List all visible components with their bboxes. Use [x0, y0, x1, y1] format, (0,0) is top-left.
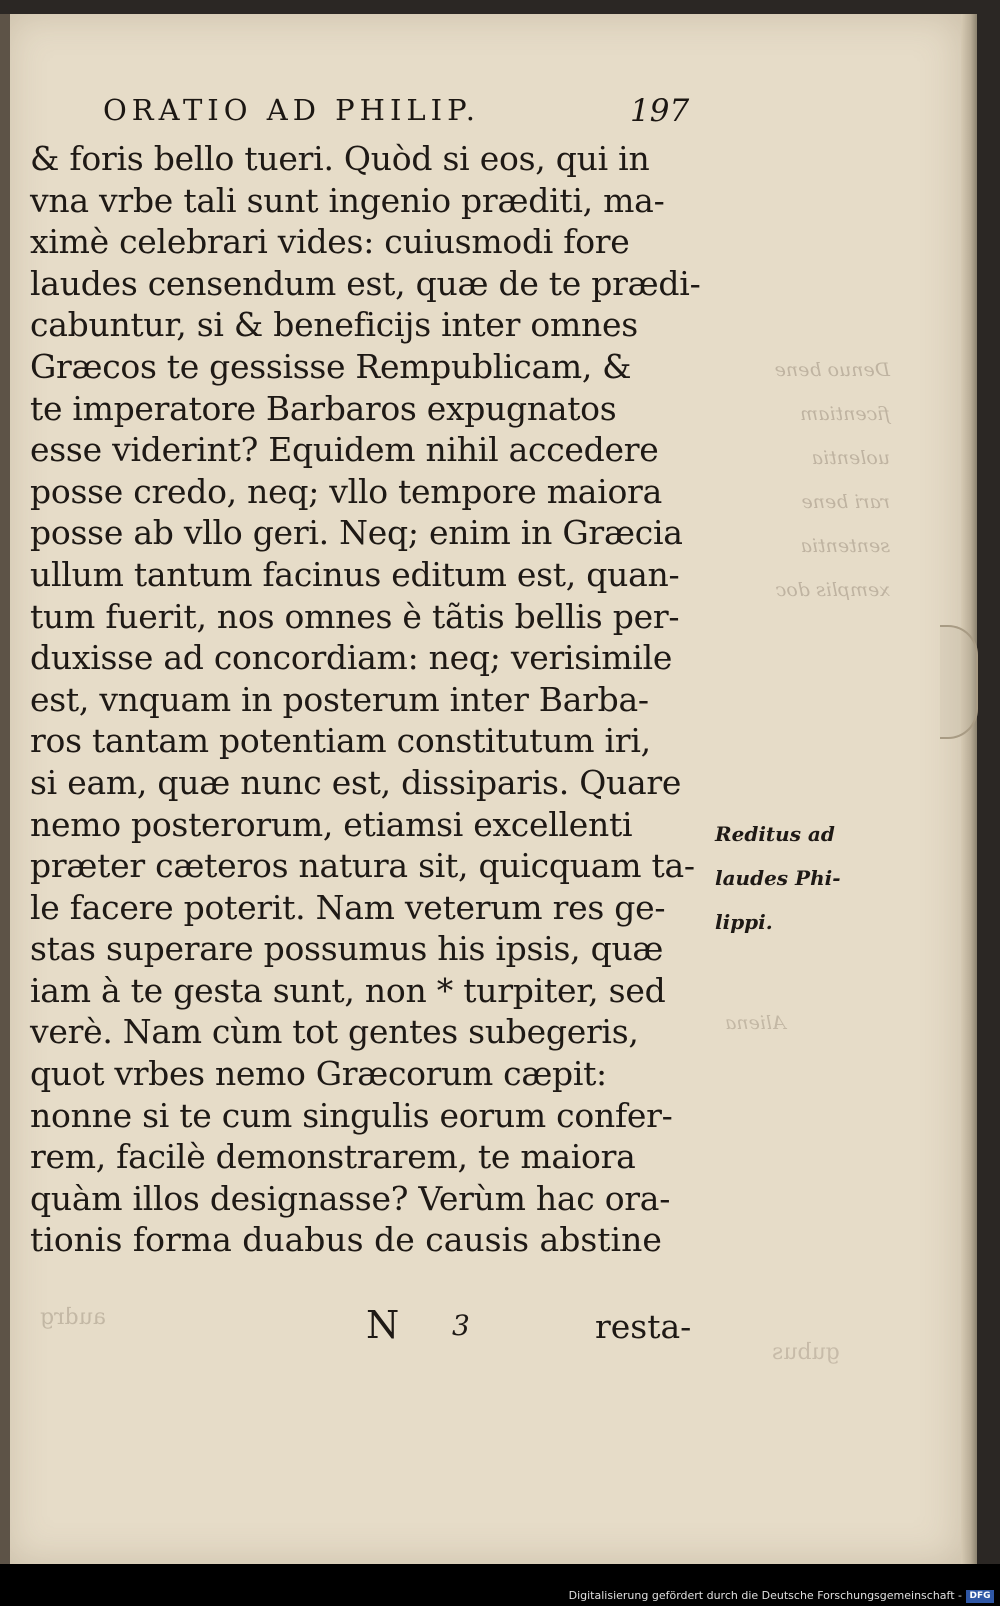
text-line: tionis forma duabus de causis abstine [30, 1220, 662, 1260]
text-line: ximè celebrari vides: cuiusmodi fore [30, 222, 630, 262]
body-text [30, 138, 720, 1261]
signature-mark: N [366, 1303, 400, 1347]
text-line: est, vnquam in posterum inter Barba- [30, 679, 649, 719]
text-line: nonne si te cum singulis eorum confer- [30, 1095, 673, 1135]
bleed-through-text-bottom-right: gubus [772, 1340, 840, 1365]
text-line: quot vrbes nemo Græcorum cæpit: [30, 1054, 607, 1094]
text-line: iam à te gesta sunt, non * turpiter, sed [30, 970, 666, 1010]
text-line: te imperatore Barbaros expugnatos [30, 388, 617, 428]
running-head [0, 93, 1000, 133]
text-line: stas superare possumus his ipsis, quæ [30, 929, 664, 969]
text-line: cabuntur, si & beneficijs inter omnes [30, 305, 638, 345]
text-line: ullum tantum facinus editum est, quan- [30, 554, 680, 594]
marginal-note-line: lippi. [715, 910, 773, 934]
bleed-through-text-lower: Aliena [725, 1012, 786, 1034]
text-line: ros tantam potentiam constitutum iri, [30, 721, 651, 761]
text-line: vna vrbe tali sunt ingenio præditi, ma- [30, 180, 665, 220]
text-line: esse viderint? Equidem nihil accedere [30, 430, 659, 470]
text-line: le facere poterit. Nam veterum res ge- [30, 887, 666, 927]
text-line: posse credo, neq; vllo tempore maiora [30, 471, 662, 511]
text-line: duxisse ad concordiam: neq; verisimile [30, 638, 673, 678]
text-line: Græcos te gessisse Rempublicam, & [30, 346, 632, 386]
bleed-through-line: xemplis doc [775, 579, 890, 601]
text-line: laudes censendum est, quæ de te prædi- [30, 263, 701, 303]
catchword: resta- [595, 1307, 692, 1346]
bleed-through-text [720, 348, 890, 612]
funding-credit: Digitalisierung gefördert durch die Deutsche Forschungsgemeinschaft - [568, 1589, 962, 1602]
text-line: præter cæteros natura sit, quicquam ta- [30, 846, 695, 886]
page-tab-marker [940, 625, 978, 739]
text-line: posse ab vllo geri. Neq; enim in Græcia [30, 513, 683, 553]
bleed-through-line: rari bene [801, 491, 890, 513]
text-line: nemo posterorum, etiamsi excellenti [30, 804, 633, 844]
page-number: 197 [630, 93, 690, 129]
text-line: rem, facilè demonstrarem, te maiora [30, 1137, 636, 1177]
bleed-through-line: ficentiam [800, 403, 890, 425]
catchline [0, 1303, 1000, 1348]
marginal-note-line: Reditus ad [715, 822, 835, 846]
bleed-through-text-bottom-left: audrg [40, 1305, 106, 1330]
text-line: & foris bello tueri. Quòd si eos, qui in [30, 139, 650, 178]
bleed-through-line: sententia [800, 535, 890, 557]
text-line: tum fuerit, nos omnes è tãtis bellis per- [30, 596, 680, 636]
running-head-title: ORATIO AD PHILIP. [103, 93, 480, 127]
text-line: quàm illos designasse? Verùm hac ora- [30, 1178, 671, 1218]
signature-number: 3 [452, 1309, 470, 1342]
bleed-through-line: uolentia [811, 447, 890, 469]
dfg-logo: DFG [966, 1590, 994, 1603]
footer-bar [0, 1564, 1000, 1606]
text-line: verè. Nam cùm tot gentes subegeris, [30, 1012, 639, 1052]
bleed-through-line: Denuo bene [774, 359, 890, 381]
marginal-note-line: laudes Phi- [715, 866, 841, 890]
text-line: si eam, quæ nunc est, dissiparis. Quare [30, 762, 682, 802]
marginal-note [715, 812, 855, 944]
